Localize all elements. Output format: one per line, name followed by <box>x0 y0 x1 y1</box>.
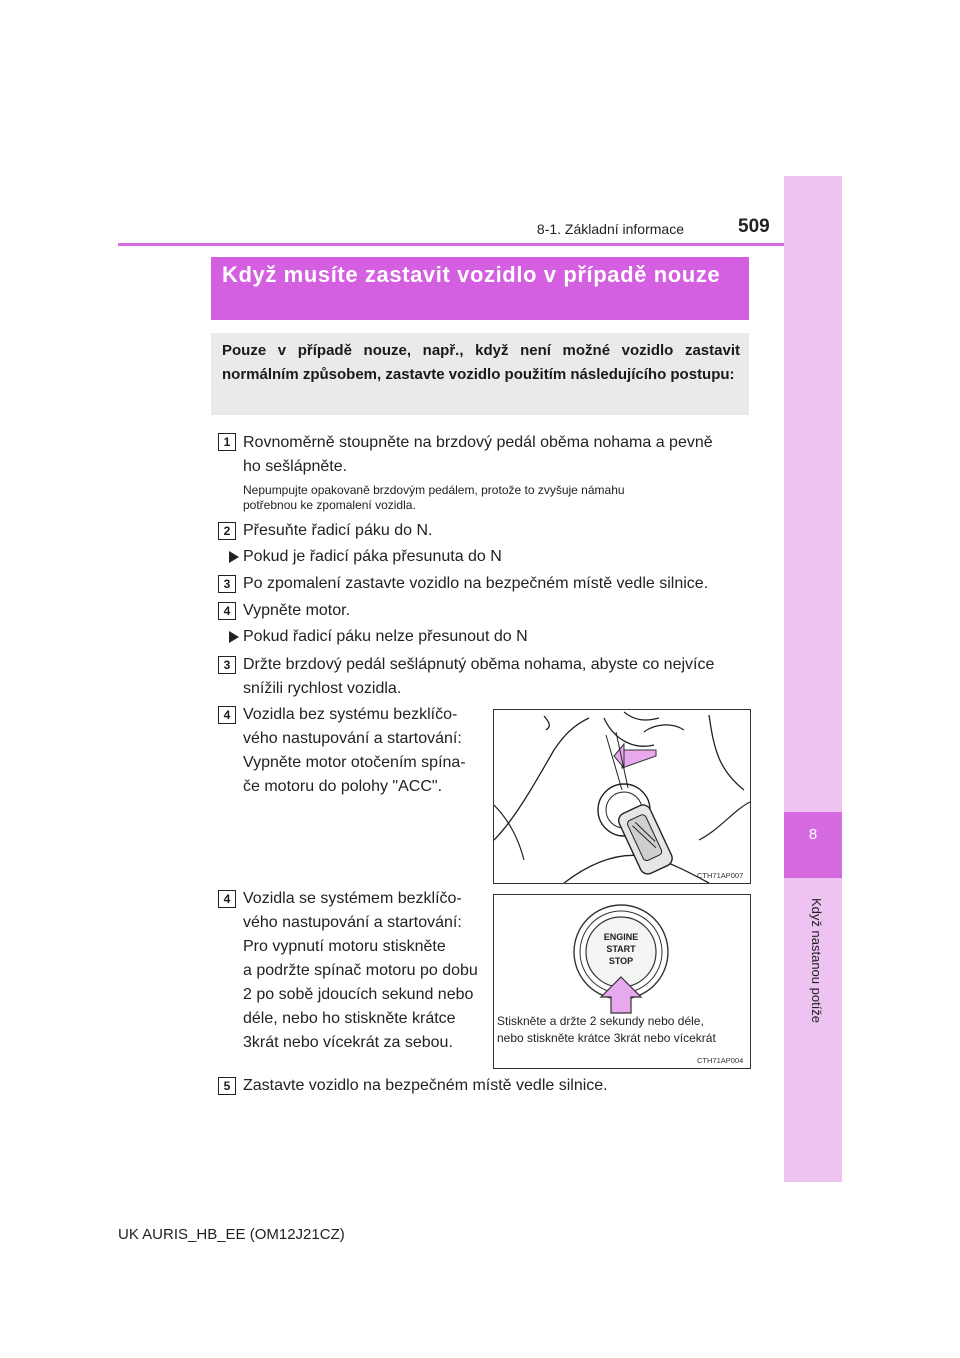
triangle-bullet-icon <box>229 551 239 563</box>
step-4c-line-1: Vozidla se systémem bezklíčo- <box>243 890 462 907</box>
step-4c-line-4: a podržte spínač motoru po dobu <box>243 962 478 979</box>
figure-code: CTH71AP004 <box>697 1056 744 1065</box>
step-2-text: Přesuňte řadicí páku do N. <box>243 522 433 539</box>
step-1-line-2: ho sešlápněte. <box>243 458 348 475</box>
button-text-engine: ENGINE <box>603 932 639 942</box>
button-caption-line-2: nebo stiskněte krátce 3krát nebo vícekrát <box>497 1031 716 1045</box>
step-number: 1 <box>218 433 236 451</box>
step-3b-line-2: snížili rychlost vozidla. <box>243 680 402 697</box>
section-label: 8-1. Základní informace <box>536 221 684 237</box>
bullet-gear-in-n: Pokud je řadicí páka přesunuta do N <box>243 548 502 565</box>
step-number: 4 <box>218 602 236 620</box>
step-number: 3 <box>218 575 236 593</box>
page-number: 509 <box>738 216 770 237</box>
step-4c-line-2: vého nastupování a startování: <box>243 914 462 931</box>
intro-text: Pouze v případě nouze, např., když není možné vozidlo zastavit normálním způsobem, zastavte vozidlo použitím následujícího postupu: <box>222 342 740 383</box>
step-4b-line-3: Vypněte motor otočením spína- <box>243 754 466 771</box>
step-number: 5 <box>218 1077 236 1095</box>
step-4b-line-4: če motoru do polohy "ACC". <box>243 778 443 795</box>
step-4c-line-6: déle, nebo ho stiskněte krátce <box>243 1010 456 1027</box>
bullet-gear-not-in-n: Pokud řadicí páku nelze přesunout do N <box>243 628 528 645</box>
step-3b-line-1: Držte brzdový pedál sešlápnutý oběma nohama, abyste co nejvíce <box>243 656 715 673</box>
step-5-text: Zastavte vozidlo na bezpečném místě vedle silnice. <box>243 1077 608 1094</box>
step-number: 3 <box>218 656 236 674</box>
key-turning-icon <box>494 710 750 883</box>
step-4b-line-1: Vozidla bez systému bezklíčo- <box>243 706 458 723</box>
figure-code: CTH71AP007 <box>697 871 744 880</box>
chapter-title: Když nastanou potíže <box>809 898 824 1024</box>
chapter-number-block <box>784 812 842 878</box>
step-number: 4 <box>218 890 236 908</box>
step-3-text: Po zpomalení zastavte vozidlo na bezpečném místě vedle silnice. <box>243 575 709 592</box>
ignition-key-illustration <box>493 709 751 884</box>
step-4-text: Vypněte motor. <box>243 602 351 619</box>
step-4c-line-5: 2 po sobě jdoucích sekund nebo <box>243 986 474 1003</box>
step-4b-line-2: vého nastupování a startování: <box>243 730 462 747</box>
triangle-bullet-icon <box>229 631 239 643</box>
step-1-note-line-2: potřebnou ke zpomalení vozidla. <box>243 498 416 512</box>
button-caption-line-1: Stiskněte a držte 2 sekundy nebo déle, <box>497 1014 704 1028</box>
step-number: 2 <box>218 522 236 540</box>
step-4c-line-7: 3krát nebo vícekrát za sebou. <box>243 1034 453 1051</box>
step-number: 4 <box>218 706 236 724</box>
button-text-stop: STOP <box>608 956 634 966</box>
step-1-note-line-1: Nepumpujte opakovaně brzdovým pedálem, protože to zvyšuje námahu <box>243 483 625 497</box>
chapter-number: 8 <box>808 826 818 843</box>
step-4c-line-3: Pro vypnutí motoru stiskněte <box>243 938 446 955</box>
button-text-start: START <box>606 944 636 954</box>
footer-model-code: UK AURIS_HB_EE (OM12J21CZ) <box>118 1226 345 1243</box>
header-rule <box>118 243 784 246</box>
step-1-line-1: Rovnoměrně stoupněte na brzdový pedál oběma nohama a pevně <box>243 434 713 451</box>
page-title: Když musíte zastavit vozidlo v případě nouze <box>222 262 721 287</box>
